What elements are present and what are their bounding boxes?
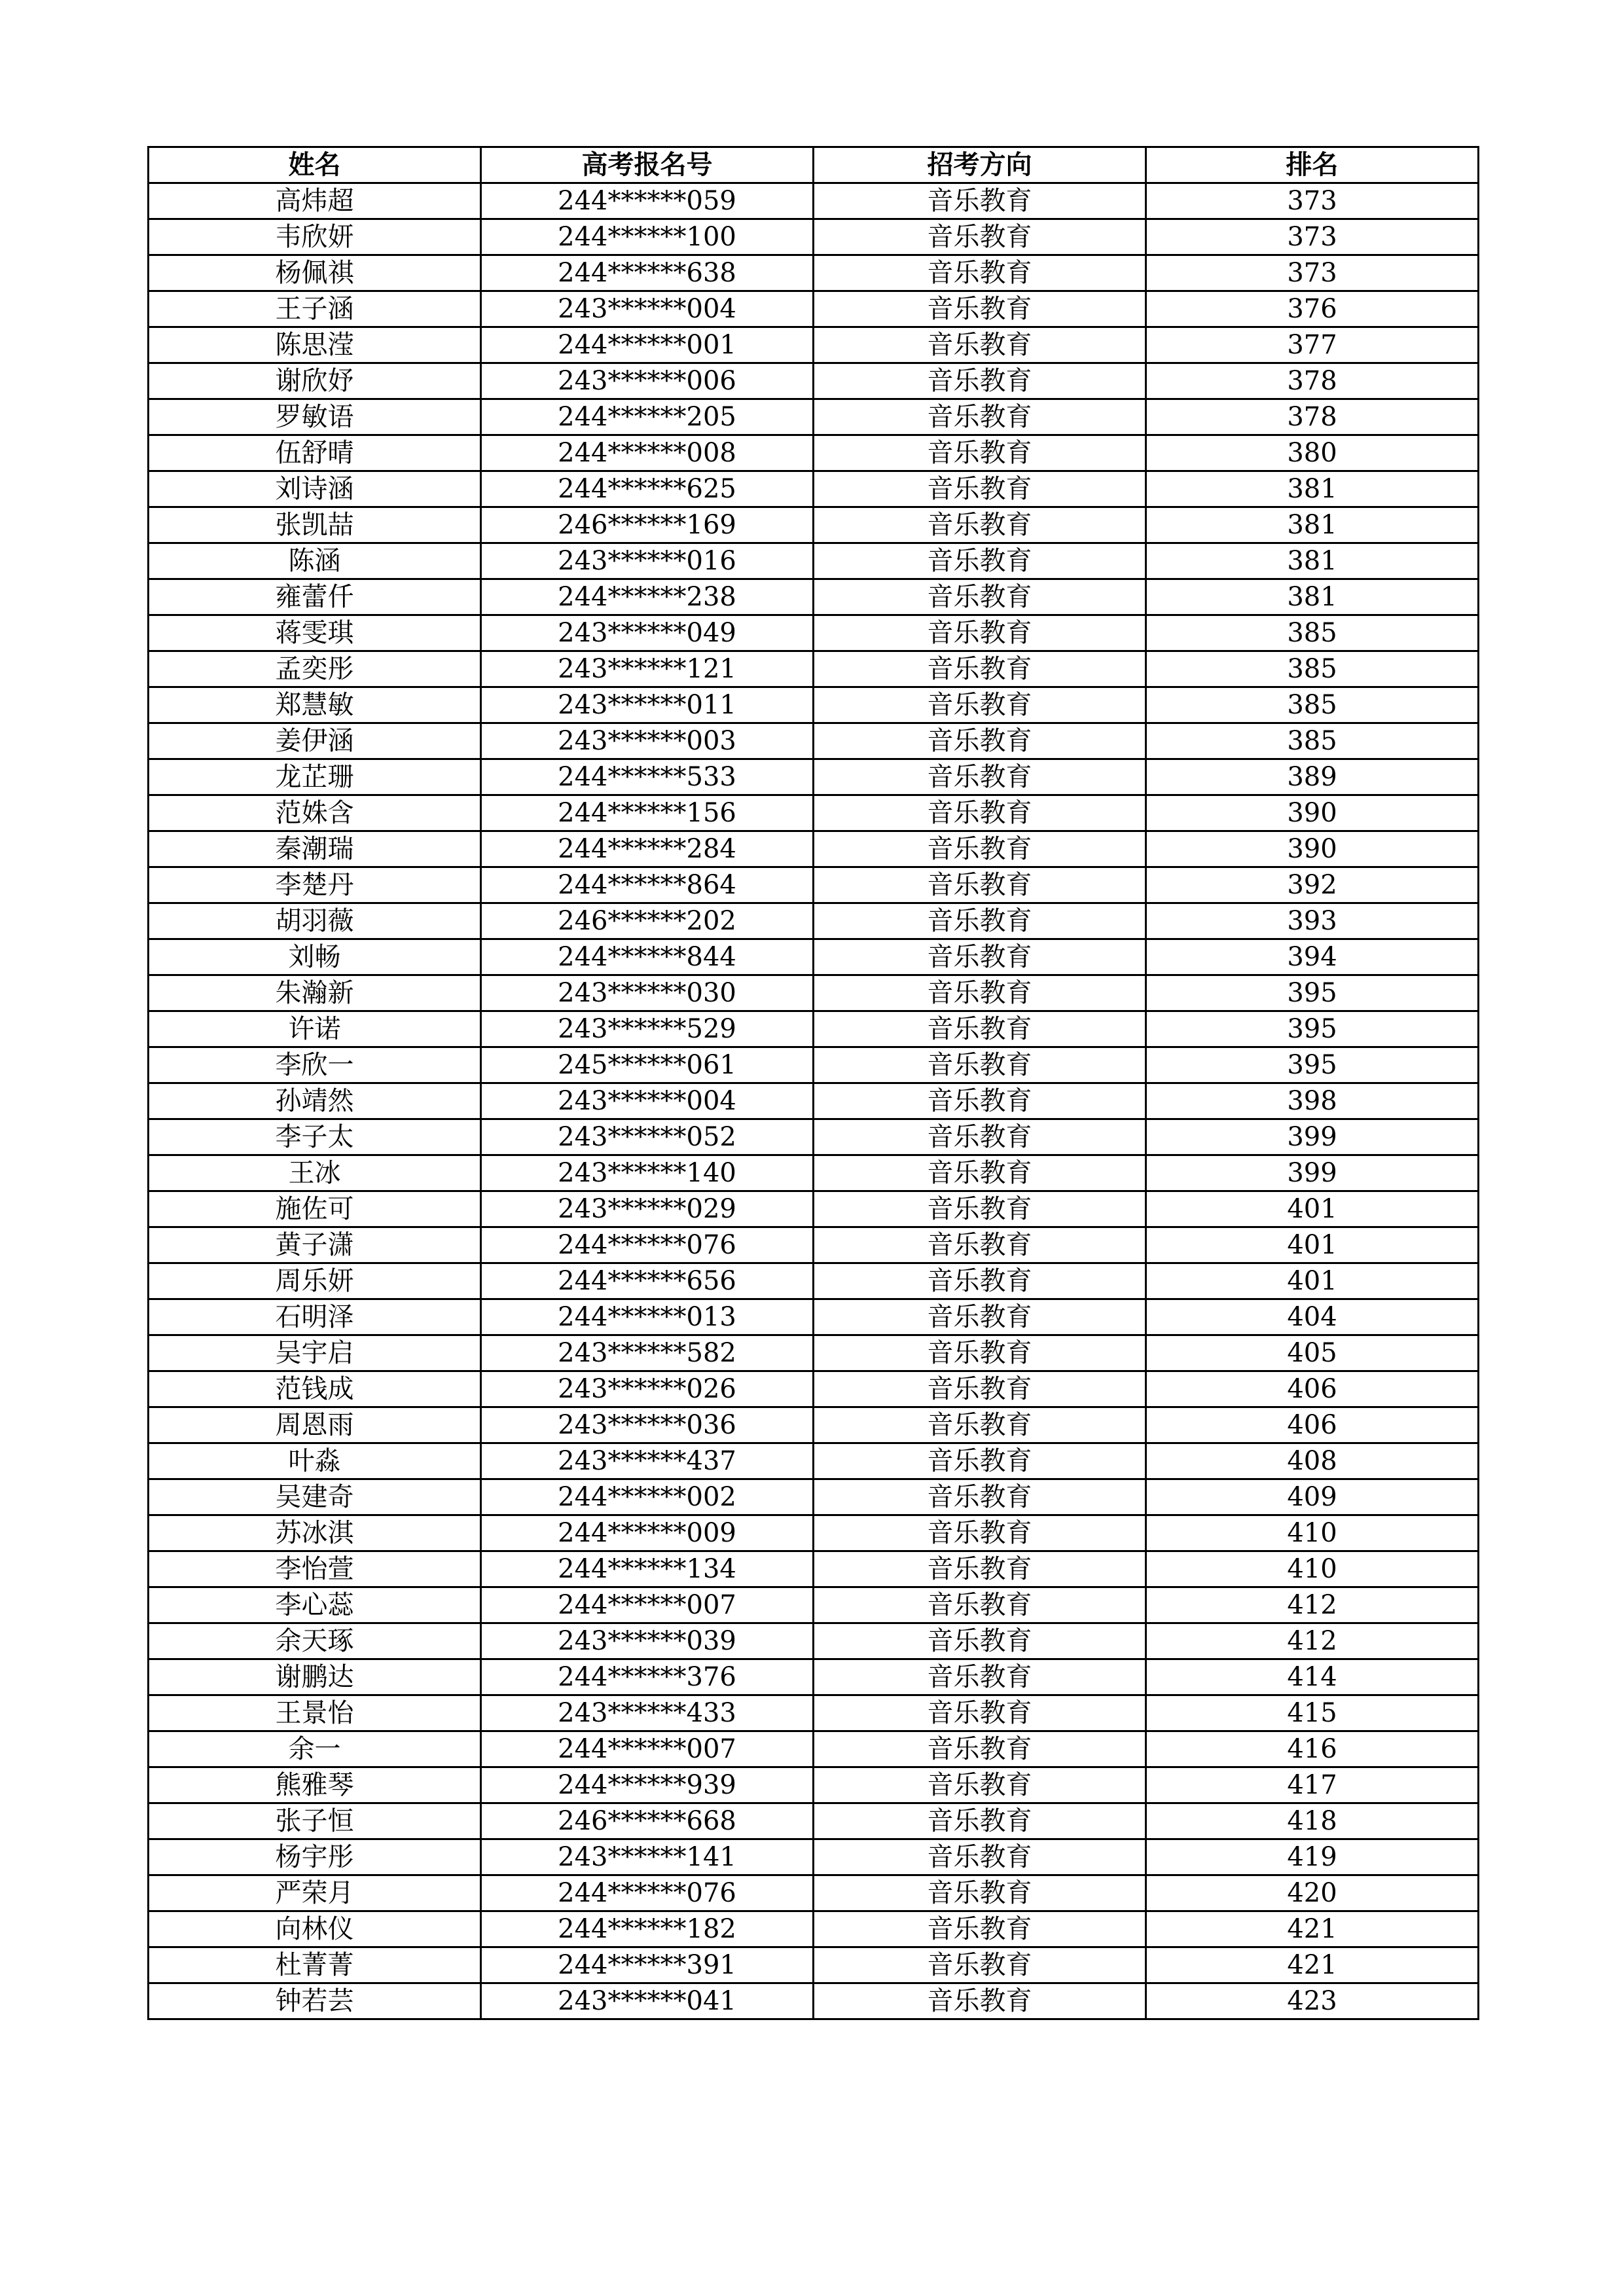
cell-name: 孟奕彤 [149,651,481,687]
cell-registration-number: 244******076 [481,1875,814,1911]
table-row [149,183,1479,219]
cell-rank: 412 [1146,1623,1479,1659]
table-row [149,219,1479,255]
table-row [149,651,1479,687]
cell-rank: 378 [1146,399,1479,435]
cell-name: 余一 [149,1731,481,1767]
table-row [149,435,1479,471]
cell-direction: 音乐教育 [814,1731,1146,1767]
table-row [149,759,1479,795]
cell-registration-number: 246******202 [481,903,814,939]
cell-name: 王冰 [149,1155,481,1191]
cell-registration-number: 244******533 [481,759,814,795]
table-row [149,1371,1479,1407]
table-row [149,1587,1479,1623]
header-rank: 排名 [1146,147,1479,183]
cell-name: 陈思滢 [149,327,481,363]
cell-name: 杨宇彤 [149,1839,481,1875]
table-row [149,1191,1479,1227]
table-row [149,1047,1479,1083]
table-header-row [149,147,1479,183]
table-row [149,543,1479,579]
cell-name: 雍蕾仟 [149,579,481,615]
table-row [149,1515,1479,1551]
cell-name: 高炜超 [149,183,481,219]
table-row [149,903,1479,939]
table-row [149,687,1479,723]
cell-registration-number: 244******100 [481,219,814,255]
cell-name: 秦潮瑞 [149,831,481,867]
cell-direction: 音乐教育 [814,1047,1146,1083]
cell-direction: 音乐教育 [814,1911,1146,1947]
cell-name: 龙芷珊 [149,759,481,795]
cell-registration-number: 243******437 [481,1443,814,1479]
header-direction: 招考方向 [814,147,1146,183]
table-row [149,867,1479,903]
cell-direction: 音乐教育 [814,1155,1146,1191]
cell-direction: 音乐教育 [814,903,1146,939]
cell-direction: 音乐教育 [814,1299,1146,1335]
cell-name: 李怡萱 [149,1551,481,1587]
cell-rank: 410 [1146,1551,1479,1587]
cell-name: 黄子潇 [149,1227,481,1263]
cell-registration-number: 245******061 [481,1047,814,1083]
cell-direction: 音乐教育 [814,183,1146,219]
cell-registration-number: 243******026 [481,1371,814,1407]
cell-name: 朱瀚新 [149,975,481,1011]
cell-rank: 385 [1146,615,1479,651]
cell-direction: 音乐教育 [814,1803,1146,1839]
cell-registration-number: 244******001 [481,327,814,363]
cell-name: 姜伊涵 [149,723,481,759]
cell-rank: 401 [1146,1263,1479,1299]
table-body [149,183,1479,2019]
cell-name: 严荣月 [149,1875,481,1911]
cell-direction: 音乐教育 [814,1191,1146,1227]
table-row [149,1623,1479,1659]
cell-name: 谢欣妤 [149,363,481,399]
table-row [149,1227,1479,1263]
cell-rank: 392 [1146,867,1479,903]
table-row [149,1659,1479,1695]
cell-registration-number: 244******156 [481,795,814,831]
table-row [149,363,1479,399]
cell-name: 蒋雯琪 [149,615,481,651]
cell-direction: 音乐教育 [814,1407,1146,1443]
table-row [149,1083,1479,1119]
cell-rank: 390 [1146,795,1479,831]
cell-rank: 401 [1146,1191,1479,1227]
cell-name: 范钱成 [149,1371,481,1407]
table-row [149,1947,1479,1983]
cell-direction: 音乐教育 [814,1335,1146,1371]
cell-direction: 音乐教育 [814,831,1146,867]
table-row [149,939,1479,975]
cell-rank: 394 [1146,939,1479,975]
cell-registration-number: 244******238 [481,579,814,615]
cell-registration-number: 243******529 [481,1011,814,1047]
cell-registration-number: 243******582 [481,1335,814,1371]
cell-name: 李心蕊 [149,1587,481,1623]
table-row [149,579,1479,615]
table-row [149,1911,1479,1947]
cell-rank: 401 [1146,1227,1479,1263]
cell-registration-number: 246******169 [481,507,814,543]
table-row [149,399,1479,435]
cell-rank: 373 [1146,183,1479,219]
cell-rank: 406 [1146,1371,1479,1407]
cell-name: 韦欣妍 [149,219,481,255]
cell-rank: 408 [1146,1443,1479,1479]
table-row [149,723,1479,759]
cell-rank: 416 [1146,1731,1479,1767]
cell-registration-number: 244******134 [481,1551,814,1587]
cell-direction: 音乐教育 [814,1119,1146,1155]
cell-name: 李欣一 [149,1047,481,1083]
cell-direction: 音乐教育 [814,1263,1146,1299]
cell-rank: 390 [1146,831,1479,867]
header-name: 姓名 [149,147,481,183]
cell-registration-number: 244******059 [481,183,814,219]
table-row [149,1335,1479,1371]
cell-name: 钟若芸 [149,1983,481,2019]
cell-registration-number: 243******036 [481,1407,814,1443]
table-row [149,1731,1479,1767]
cell-registration-number: 243******121 [481,651,814,687]
table-row [149,1767,1479,1803]
cell-direction: 音乐教育 [814,471,1146,507]
cell-name: 陈涵 [149,543,481,579]
cell-registration-number: 244******391 [481,1947,814,1983]
cell-rank: 378 [1146,363,1479,399]
cell-registration-number: 244******013 [481,1299,814,1335]
table-row [149,1551,1479,1587]
cell-name: 胡羽薇 [149,903,481,939]
cell-direction: 音乐教育 [814,1659,1146,1695]
table-row [149,255,1479,291]
cell-rank: 381 [1146,471,1479,507]
cell-rank: 417 [1146,1767,1479,1803]
cell-name: 苏冰淇 [149,1515,481,1551]
cell-direction: 音乐教育 [814,543,1146,579]
cell-registration-number: 244******656 [481,1263,814,1299]
cell-name: 王子涵 [149,291,481,327]
cell-name: 张凯喆 [149,507,481,543]
cell-rank: 399 [1146,1119,1479,1155]
cell-direction: 音乐教育 [814,759,1146,795]
cell-direction: 音乐教育 [814,615,1146,651]
cell-rank: 405 [1146,1335,1479,1371]
cell-rank: 385 [1146,723,1479,759]
cell-direction: 音乐教育 [814,1515,1146,1551]
cell-registration-number: 243******004 [481,291,814,327]
cell-direction: 音乐教育 [814,1227,1146,1263]
table-row [149,507,1479,543]
table-row [149,1155,1479,1191]
cell-direction: 音乐教育 [814,1443,1146,1479]
cell-registration-number: 244******182 [481,1911,814,1947]
cell-direction: 音乐教育 [814,327,1146,363]
cell-registration-number: 244******864 [481,867,814,903]
cell-registration-number: 244******939 [481,1767,814,1803]
cell-name: 施佐可 [149,1191,481,1227]
cell-rank: 420 [1146,1875,1479,1911]
cell-name: 刘诗涵 [149,471,481,507]
table-row [149,1983,1479,2019]
cell-name: 石明泽 [149,1299,481,1335]
cell-registration-number: 243******011 [481,687,814,723]
cell-rank: 415 [1146,1695,1479,1731]
cell-direction: 音乐教育 [814,255,1146,291]
cell-rank: 380 [1146,435,1479,471]
cell-name: 周恩雨 [149,1407,481,1443]
cell-rank: 393 [1146,903,1479,939]
cell-direction: 音乐教育 [814,795,1146,831]
cell-direction: 音乐教育 [814,1083,1146,1119]
cell-registration-number: 243******029 [481,1191,814,1227]
cell-name: 孙靖然 [149,1083,481,1119]
table-row [149,471,1479,507]
cell-registration-number: 243******004 [481,1083,814,1119]
cell-direction: 音乐教育 [814,219,1146,255]
cell-direction: 音乐教育 [814,723,1146,759]
cell-direction: 音乐教育 [814,1875,1146,1911]
cell-registration-number: 243******003 [481,723,814,759]
cell-name: 郑慧敏 [149,687,481,723]
cell-rank: 395 [1146,975,1479,1011]
cell-registration-number: 244******009 [481,1515,814,1551]
cell-direction: 音乐教育 [814,1983,1146,2019]
cell-rank: 395 [1146,1047,1479,1083]
cell-direction: 音乐教育 [814,939,1146,975]
cell-direction: 音乐教育 [814,291,1146,327]
cell-rank: 398 [1146,1083,1479,1119]
cell-name: 周乐妍 [149,1263,481,1299]
table-row [149,795,1479,831]
cell-name: 杜菁菁 [149,1947,481,1983]
cell-direction: 音乐教育 [814,1623,1146,1659]
cell-direction: 音乐教育 [814,687,1146,723]
cell-registration-number: 244******007 [481,1731,814,1767]
cell-name: 李楚丹 [149,867,481,903]
cell-direction: 音乐教育 [814,1011,1146,1047]
cell-name: 李子太 [149,1119,481,1155]
cell-rank: 389 [1146,759,1479,795]
cell-registration-number: 243******030 [481,975,814,1011]
cell-name: 王景怡 [149,1695,481,1731]
cell-name: 余天琢 [149,1623,481,1659]
cell-direction: 音乐教育 [814,867,1146,903]
cell-registration-number: 244******625 [481,471,814,507]
cell-rank: 421 [1146,1911,1479,1947]
cell-rank: 421 [1146,1947,1479,1983]
cell-registration-number: 244******638 [481,255,814,291]
cell-rank: 410 [1146,1515,1479,1551]
table-row [149,1839,1479,1875]
cell-name: 叶淼 [149,1443,481,1479]
cell-rank: 406 [1146,1407,1479,1443]
table-row [149,1803,1479,1839]
cell-rank: 385 [1146,651,1479,687]
cell-rank: 409 [1146,1479,1479,1515]
cell-registration-number: 243******006 [481,363,814,399]
cell-registration-number: 244******284 [481,831,814,867]
cell-direction: 音乐教育 [814,1839,1146,1875]
cell-rank: 423 [1146,1983,1479,2019]
cell-name: 熊雅琴 [149,1767,481,1803]
rank-table [147,146,1479,2020]
cell-rank: 381 [1146,579,1479,615]
cell-direction: 音乐教育 [814,363,1146,399]
cell-rank: 395 [1146,1011,1479,1047]
cell-name: 罗敏语 [149,399,481,435]
cell-rank: 376 [1146,291,1479,327]
cell-rank: 377 [1146,327,1479,363]
cell-registration-number: 243******049 [481,615,814,651]
cell-rank: 419 [1146,1839,1479,1875]
cell-name: 谢鹏达 [149,1659,481,1695]
cell-rank: 412 [1146,1587,1479,1623]
cell-registration-number: 243******433 [481,1695,814,1731]
cell-direction: 音乐教育 [814,579,1146,615]
cell-direction: 音乐教育 [814,1479,1146,1515]
cell-name: 杨佩祺 [149,255,481,291]
cell-direction: 音乐教育 [814,1551,1146,1587]
table-row [149,1875,1479,1911]
table-row [149,327,1479,363]
cell-direction: 音乐教育 [814,975,1146,1011]
cell-name: 许诺 [149,1011,481,1047]
table-row [149,1695,1479,1731]
table-row [149,975,1479,1011]
cell-registration-number: 244******002 [481,1479,814,1515]
cell-name: 向林仪 [149,1911,481,1947]
cell-registration-number: 244******007 [481,1587,814,1623]
cell-direction: 音乐教育 [814,507,1146,543]
header-registration-number: 高考报名号 [481,147,814,183]
cell-registration-number: 243******052 [481,1119,814,1155]
cell-name: 伍舒晴 [149,435,481,471]
table-row [149,1443,1479,1479]
cell-registration-number: 244******076 [481,1227,814,1263]
table-row [149,831,1479,867]
cell-name: 刘畅 [149,939,481,975]
cell-rank: 381 [1146,543,1479,579]
cell-rank: 381 [1146,507,1479,543]
cell-rank: 404 [1146,1299,1479,1335]
cell-rank: 418 [1146,1803,1479,1839]
cell-name: 吴建奇 [149,1479,481,1515]
cell-name: 张子恒 [149,1803,481,1839]
cell-direction: 音乐教育 [814,435,1146,471]
cell-registration-number: 243******141 [481,1839,814,1875]
cell-registration-number: 244******205 [481,399,814,435]
cell-rank: 373 [1146,255,1479,291]
table-row [149,291,1479,327]
cell-rank: 373 [1146,219,1479,255]
cell-registration-number: 243******041 [481,1983,814,2019]
cell-direction: 音乐教育 [814,1767,1146,1803]
cell-name: 吴宇启 [149,1335,481,1371]
cell-registration-number: 244******376 [481,1659,814,1695]
cell-registration-number: 243******016 [481,543,814,579]
table-row [149,1479,1479,1515]
table-row [149,615,1479,651]
cell-registration-number: 244******008 [481,435,814,471]
cell-name: 范姝含 [149,795,481,831]
cell-rank: 385 [1146,687,1479,723]
cell-rank: 399 [1146,1155,1479,1191]
cell-direction: 音乐教育 [814,651,1146,687]
cell-registration-number: 243******039 [481,1623,814,1659]
table-row [149,1263,1479,1299]
cell-direction: 音乐教育 [814,1587,1146,1623]
table-row [149,1119,1479,1155]
table-row [149,1407,1479,1443]
cell-registration-number: 244******844 [481,939,814,975]
cell-direction: 音乐教育 [814,1947,1146,1983]
cell-rank: 414 [1146,1659,1479,1695]
cell-direction: 音乐教育 [814,1695,1146,1731]
cell-direction: 音乐教育 [814,1371,1146,1407]
cell-direction: 音乐教育 [814,399,1146,435]
table-row [149,1011,1479,1047]
table-row [149,1299,1479,1335]
cell-registration-number: 243******140 [481,1155,814,1191]
cell-registration-number: 246******668 [481,1803,814,1839]
